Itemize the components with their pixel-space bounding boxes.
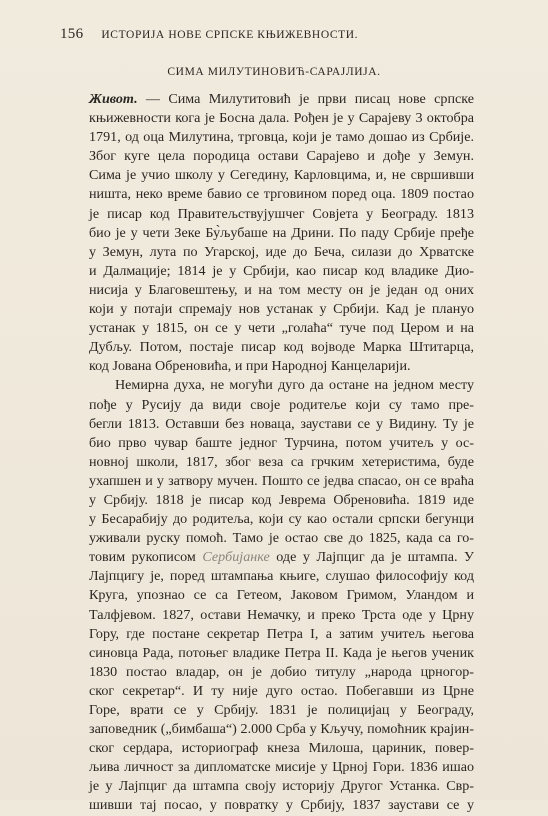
page-header — [60, 26, 488, 43]
text-line: товим рукописом Сербијанке оде у Лајпциг да је штампа. У — [89, 549, 475, 566]
text-line: пође у Русију да види своје родитеље који су тамо пре- — [89, 396, 474, 413]
text-line: и Далмације; 1814 је у Србији, као писар код владике Дио- — [89, 262, 474, 279]
text-line: био прво чувар баште једног Турчина, потом учитељ у ос- — [89, 434, 474, 451]
text-line: код Јована Обреновића, и при Народној Канцеларији. — [89, 358, 411, 375]
text-line: 1830 постао владар, он је добио титулу „народа црногор- — [89, 663, 474, 680]
text-line: Због куге цела породица остави Сарајево и дође у Земун. — [89, 148, 474, 165]
text-line: Сима је учио школу у Сегедину, Карловцима, и, не свршивши — [89, 167, 474, 184]
text-line: ухапшен и у затвору мучен. Пошто се једва спасао, он се враћа — [89, 472, 474, 489]
text-line: Дубљу. Потом, постаје писар код војводе Марка Штитарца, — [89, 339, 474, 356]
text-line: био је у чети Зеке Бу̀љубаше на Дрини. По паду Србије пређе — [89, 224, 474, 241]
text-line: Гору, где постане секретар Петра I, а затим учитељ његова — [89, 625, 474, 642]
text-line: Талфјевом. 1827, остави Немачку, и преко Трста оде у Црну — [89, 606, 474, 623]
text-line: ништа, неко време бавио се трговином поред оца. 1809 постао — [89, 186, 474, 203]
text-line: устанак у 1815, он се у чети „голаћа“ туче под Цером и на — [89, 320, 474, 337]
text-line: нисија у Благовештењу, и на том месту он је један од оних — [89, 281, 474, 298]
text-line: ског сердара, историограф кнеза Милоша, цариник, повер- — [89, 740, 474, 757]
text-line: у Бесарабију до родитеља, који су као остали српски бегунци — [89, 511, 474, 528]
text-line: у Земун, лута по Угарској, иде до Беча, силази до Хрватске — [89, 243, 474, 260]
text-line: Немирна духа, не могући дуго да остане на једном месту — [115, 377, 474, 394]
text-line: уживали руску помоћ. Тамо је остао све до 1825, када са го- — [89, 530, 474, 547]
running-head: ИСТОРИЈА НОВЕ СРПСКЕ КЊИЖЕВНОСТИ. — [101, 29, 359, 41]
text-line: који у потаји спремају нов устанак у Србији. Кад је плануо — [89, 301, 474, 318]
paragraph-1 — [89, 90, 474, 376]
text-line: бегли 1813. Оставши без новаца, заустави се у Видину. Ту је — [89, 415, 474, 432]
body-text — [89, 90, 474, 816]
text-line: љива личност за дипломатске мисије у Црној Гори. 1836 ишао — [89, 759, 474, 776]
text-line: 1791, од оца Милутина, трговца, који је тамо дошао из Србије. — [89, 129, 474, 146]
text-line: је у Лајпциг да штампа своју историју Другог Устанка. Свр- — [89, 778, 474, 795]
text-line: књижевности кога је Босна дала. Рођен је у Сарајеву 3 октобра — [89, 110, 474, 127]
book-title: Сербијанке — [202, 549, 270, 566]
text-line: ског секретар“. И ту није дуго остао. Побегавши из Црне — [89, 682, 474, 699]
text-line: синовца Рада, потоњег владике Петра II. Када је његов ученик — [89, 644, 474, 661]
text-line: у Србију. 1818 је писар код Јеврема Обреновића. 1819 иде — [89, 491, 474, 508]
text-line: Горе, врати се у Србију. 1831 је полицијац у Београду, — [89, 702, 474, 718]
text-line: шивши тај посао, у повратку у Србију, 1837 заустави се у — [89, 797, 474, 814]
paragraph-2 — [89, 376, 474, 815]
text-line: је писар код Правитељствујушчег Совјета у Београду. 1813 — [89, 205, 474, 222]
page-number: 156 — [60, 26, 84, 42]
section-title: СИМА МИЛУТИНОВИЋ-САРАЈЛИЈА. — [167, 66, 381, 78]
section-lead: Живот. — [89, 91, 138, 107]
text-line: Живот. — Сима Милутитовић је први писац нове српске — [89, 91, 474, 107]
text-line: Круга, упознао се са Гетеом, Јаковом Гримом, Уландом и — [89, 587, 474, 604]
text-line: Лајпцигу је, поред штампања књиге, слушао философију код — [89, 568, 474, 585]
text-line: заповедник („бимбаша“) 2.000 Срба у Кључу, помоћник крајин- — [89, 721, 474, 738]
text-line: новној школи, 1817, због веза са грчким хетеристима, буде — [89, 453, 474, 470]
